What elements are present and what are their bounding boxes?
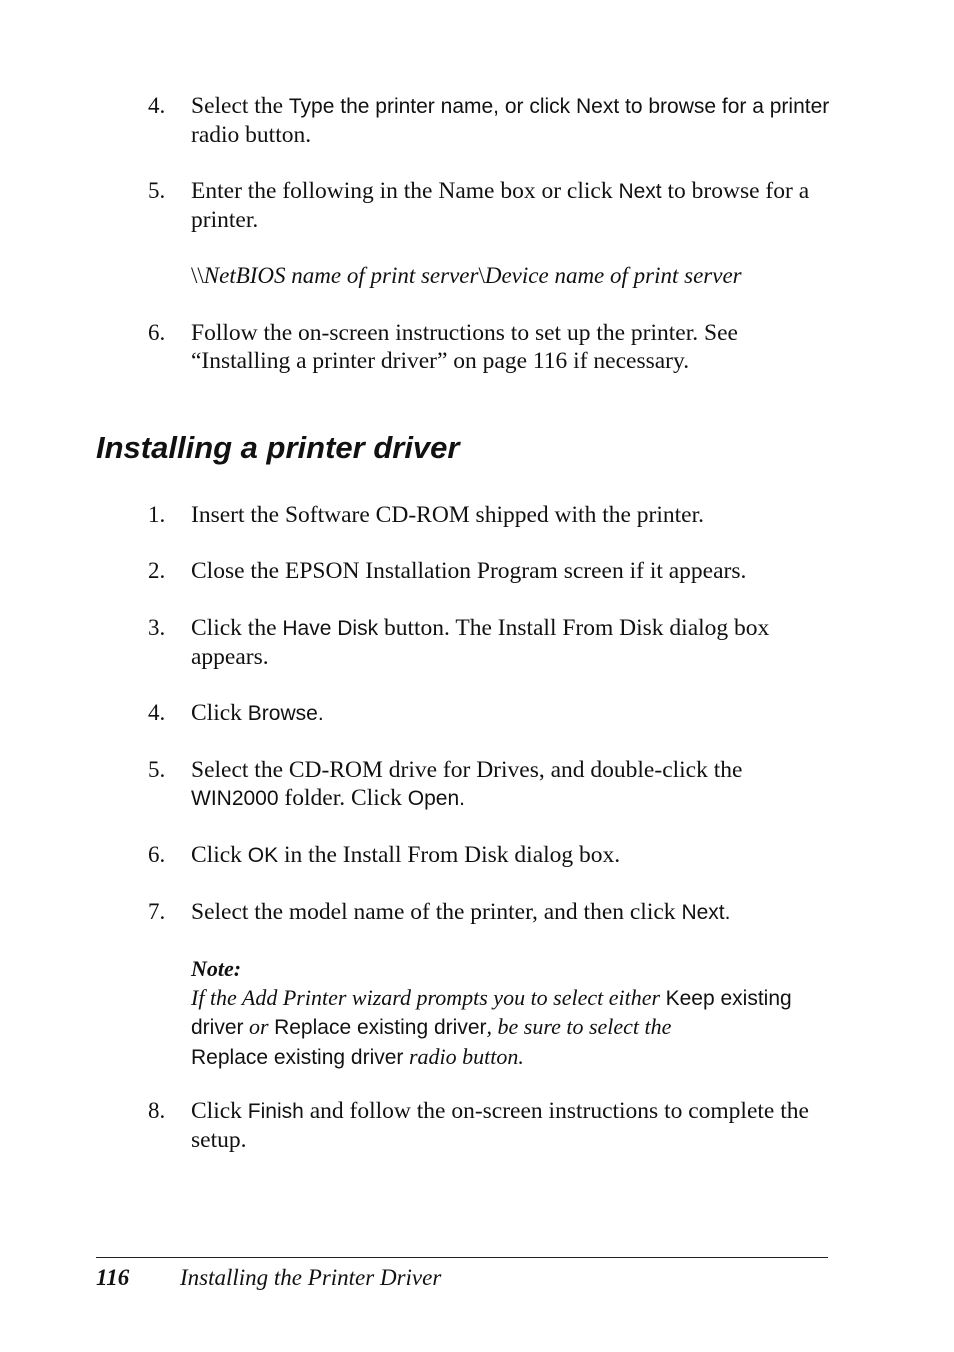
step-text: Click Browse. (191, 700, 324, 726)
ui-term: Browse (247, 702, 318, 725)
ui-term: Next (681, 901, 725, 924)
step-number: 5. (148, 757, 166, 782)
step-number: 6. (148, 842, 166, 867)
page-number: 116 (96, 1265, 130, 1290)
step-text: Click Finish and follow the on-screen instructions to complete the setup. (191, 1098, 809, 1153)
step-text: Close the EPSON Installation Program screen if it appears. (191, 558, 747, 584)
note (191, 955, 831, 1072)
ui-term: Open (407, 787, 460, 810)
ui-term: Next (618, 180, 662, 203)
step-text: Insert the Software CD-ROM shipped with the printer. (191, 502, 704, 528)
ui-term: Finish (247, 1100, 304, 1123)
path-example: \\NetBIOS name of print server\Device name of print server (191, 263, 742, 288)
ui-term: Have Disk (282, 617, 379, 640)
ui-term: Replace existing driver (191, 1045, 404, 1069)
step-number: 4. (148, 93, 166, 118)
chapter-title: Installing the Printer Driver (180, 1265, 442, 1290)
step-number: 3. (148, 615, 166, 640)
step-number: 6. (148, 320, 166, 345)
step-text: Select the Type the printer name, or click Next to browse for a printer radio button. (191, 93, 830, 148)
footer-divider (96, 1257, 828, 1258)
step-text: Click OK in the Install From Disk dialog box. (191, 842, 621, 868)
ui-term: Keep existing driver (191, 986, 792, 1039)
ui-term: OK (247, 844, 279, 867)
step-text: Enter the following in the Name box or click Next to browse for a printer. (191, 178, 810, 233)
section-heading: Installing a printer driver (96, 430, 460, 465)
note-body: If the Add Printer wizard prompts you to select either Keep existing driver or Replace existing driver, be sure to select the Replace existing driver radio button. (191, 984, 792, 1069)
step-text: Select the model name of the printer, and then click Next. (191, 899, 731, 925)
step-text: Follow the on-screen instructions to set up the printer. See “Installing a printer driver” on page 116 if necessary. (191, 320, 738, 374)
ui-term: WIN2000 (191, 787, 279, 810)
step-number: 4. (148, 700, 166, 725)
step-number: 5. (148, 178, 166, 203)
step-text: Select the CD-ROM drive for Drives, and double-click the WIN2000 folder. Click Open. (191, 757, 743, 811)
step-text: Click the Have Disk button. The Install From Disk dialog box appears. (191, 615, 770, 670)
step-number: 1. (148, 502, 166, 527)
step-number: 2. (148, 558, 166, 583)
step-number: 7. (148, 899, 166, 924)
step-number: 8. (148, 1098, 166, 1123)
ui-term: Type the printer name, or click Next to browse for a printer (288, 95, 830, 118)
note-label: Note: (191, 956, 242, 981)
ui-term: Replace existing driver (274, 1016, 487, 1039)
